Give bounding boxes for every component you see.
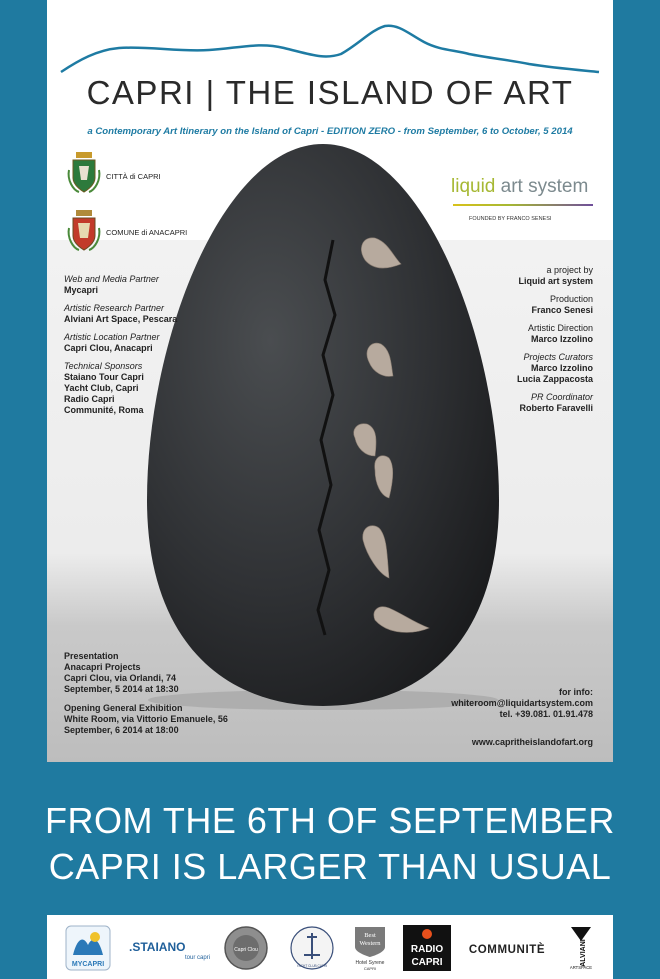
capri-clou-logo — [223, 925, 269, 971]
sponsor-text: MYCAPRI — [71, 961, 105, 968]
tagline-line-1: FROM THE 6TH OF SEPTEMBER — [45, 800, 615, 841]
presentation-line: Capri Clou, via Orlandi, 74 — [64, 673, 177, 683]
radio-capri-logo — [403, 925, 451, 971]
event-subtitle: a Contemporary Art Itinerary on the Island of Capri - EDITION ZERO - from September, 6 to October, 5 2014 — [87, 126, 573, 137]
credit-role: Artistic Location Partner — [64, 332, 160, 342]
contact-info — [451, 687, 593, 720]
sponsor-bar — [47, 915, 613, 979]
communite-logo — [461, 925, 553, 971]
credit-name: Communité, Roma — [64, 405, 144, 415]
sponsor-text: Best — [364, 932, 376, 939]
presentation-line: Presentation — [64, 651, 119, 661]
credit-name: Lucia Zappacosta — [516, 374, 593, 384]
credit-name: Staiano Tour Capri — [64, 372, 144, 382]
sponsor-text: COMMUNITÈ — [468, 944, 546, 956]
logo-art-system: art system — [495, 176, 589, 197]
anacapri-crest-icon — [67, 208, 101, 252]
credit-role: Artistic Research Partner — [64, 303, 165, 313]
website-link[interactable]: www.capritheislandofart.org — [471, 737, 593, 747]
credit-role: a project by — [546, 265, 593, 275]
logo-underline — [453, 204, 593, 206]
hotel-syrene-logo — [347, 925, 393, 971]
sponsor-text: Hotel Syrene — [355, 960, 385, 966]
founded-by-label: FOUNDED BY FRANCO SENESI — [469, 216, 552, 222]
contact-phone: tel. +39.081. 01.91.478 — [499, 709, 593, 719]
credit-name: Marco Izzolino — [530, 363, 593, 373]
sponsor-text: CAPRI — [411, 957, 443, 968]
presentation-line: September, 5 2014 at 18:30 — [64, 684, 179, 694]
contact-label: for info: — [559, 687, 593, 697]
left-credits — [64, 274, 177, 416]
credit-role: PR Coordinator — [530, 392, 593, 402]
right-credits — [517, 265, 593, 414]
credit-name: Marco Izzolino — [530, 334, 593, 344]
capri-label: CITTÀ di CAPRI — [106, 172, 161, 181]
contact-email[interactable]: whiteroom@liquidartsystem.com — [451, 698, 593, 708]
liquid-art-system-logo — [451, 176, 588, 198]
credit-name: Radio Capri — [64, 394, 115, 404]
sponsor-text: RADIO — [410, 944, 444, 955]
credit-name: Alviani Art Space, Pescara — [64, 314, 178, 324]
sponsor-text: tour capri — [185, 955, 211, 961]
mycapri-logo — [65, 925, 111, 971]
credit-name: Capri Clou, Anacapri — [64, 343, 153, 353]
sponsor-text: ALVIANI — [580, 939, 587, 967]
sponsor-text: ARTSPACE — [569, 965, 593, 970]
sponsor-text: Western — [359, 940, 381, 947]
credit-name: Liquid art system — [518, 276, 593, 286]
alviani-logo — [559, 925, 603, 971]
presentation-line: Anacapri Projects — [64, 662, 141, 672]
credit-role: Web and Media Partner — [64, 274, 159, 284]
credit-name: Mycapri — [64, 285, 99, 295]
sponsor-text: Capri Clou — [234, 947, 258, 953]
poster — [47, 0, 613, 762]
capri-crest-icon — [67, 150, 101, 194]
mountain-skyline-icon — [59, 20, 601, 78]
yacht-club-logo — [287, 925, 337, 971]
credit-name: Roberto Faravelli — [519, 403, 593, 413]
anacapri-label: COMUNE di ANACAPRI — [106, 228, 188, 237]
credit-role: Projects Curators — [523, 352, 593, 362]
opening-line: White Room, via Vittorio Emanuele, 56 — [64, 714, 228, 724]
tagline-line-2: CAPRI IS LARGER THAN USUAL — [48, 846, 612, 887]
opening-line: September, 6 2014 at 18:00 — [64, 725, 179, 735]
sponsor-text: CAPRI — [363, 966, 377, 971]
event-schedule — [64, 651, 228, 736]
opening-line: Opening General Exhibition — [64, 703, 183, 713]
credit-name: Franco Senesi — [531, 305, 593, 315]
credit-role: Production — [549, 294, 593, 304]
credit-role: Technical Sponsors — [64, 361, 143, 371]
staiano-logo — [127, 925, 211, 971]
credit-name: Yacht Club, Capri — [64, 383, 139, 393]
sponsor-text: .STAIANO — [129, 940, 186, 954]
credit-role: Artistic Direction — [527, 323, 593, 333]
logo-liquid: liquid — [451, 176, 496, 197]
sponsor-text: YACHT CLUB CAPRI — [296, 964, 328, 968]
page-title: CAPRI | THE ISLAND OF ART — [86, 74, 574, 111]
